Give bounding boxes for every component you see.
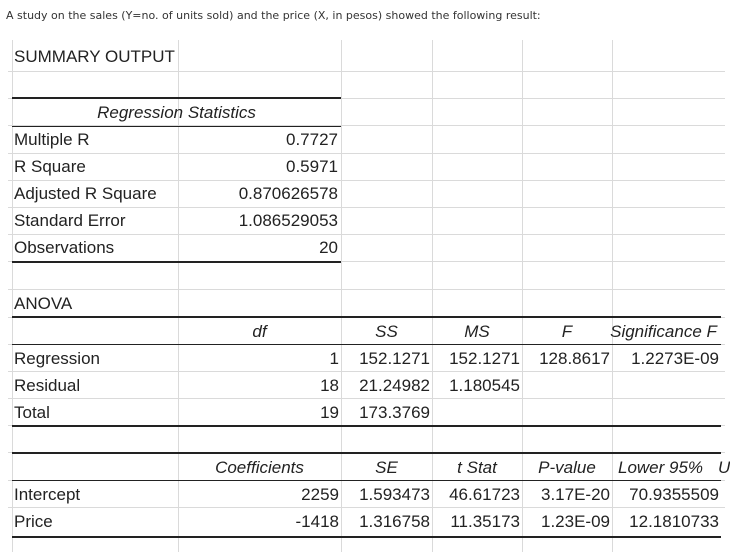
anova-header-df: df: [252, 322, 267, 341]
stat-label: Adjusted R Square: [14, 184, 157, 203]
anova-ss: 21.24982: [359, 376, 430, 395]
stat-label: R Square: [14, 157, 86, 176]
stat-label: Observations: [14, 238, 115, 257]
spreadsheet-grid: [8, 40, 730, 552]
coef-lower-95: 12.1810733: [629, 512, 719, 531]
coef-header-coefficients: Coefficients: [215, 458, 304, 477]
coef-p-value: 1.23E-09: [541, 512, 610, 531]
anova-title: ANOVA: [14, 294, 73, 313]
summary-title: SUMMARY OUTPUT: [14, 47, 175, 66]
coef-value: 2259: [301, 485, 339, 504]
anova-row-label: Regression: [14, 349, 100, 368]
anova-df: 19: [320, 403, 339, 422]
coef-t-stat: 46.61723: [449, 485, 520, 504]
anova-f: 128.8617: [539, 349, 610, 368]
anova-df: 1: [329, 349, 339, 368]
stat-value: 0.870626578: [238, 184, 338, 203]
stat-label: Standard Error: [14, 211, 126, 230]
stat-label: Multiple R: [14, 130, 90, 149]
coef-value: -1418: [295, 512, 339, 531]
regression-stats-bottom-rule: [12, 261, 341, 263]
coef-p-value: 3.17E-20: [541, 485, 610, 504]
coef-t-stat: 11.35173: [450, 512, 520, 531]
stat-value: 20: [319, 238, 338, 257]
coef-header-p-value: P-value: [538, 458, 596, 477]
coef-header-upper-95-clipped: U: [718, 458, 730, 477]
anova-df: 18: [320, 376, 339, 395]
coef-se: 1.593473: [359, 485, 430, 504]
coef-lower-95: 70.9355509: [629, 485, 719, 504]
anova-row-label: Total: [14, 403, 50, 422]
anova-header-ms: MS: [464, 322, 490, 341]
stat-value: 0.7727: [286, 130, 338, 149]
regression-stats-header: Regression Statistics: [97, 103, 256, 122]
anova-ms: 152.1271: [449, 349, 520, 368]
stat-value: 0.5971: [286, 157, 338, 176]
question-prompt: A study on the sales (Y=no. of units sold) and the price (X, in pesos) showed the following result:: [6, 9, 541, 22]
anova-header-significance-f: Significance F: [610, 322, 717, 341]
coef-row-label: Price: [14, 512, 53, 531]
anova-ss: 173.3769: [359, 403, 430, 422]
coef-header-lower-95: Lower 95%: [618, 458, 704, 477]
coef-header-se: SE: [375, 458, 398, 477]
coefficients-bottom-rule: [12, 536, 721, 538]
anova-ms: 1.180545: [449, 376, 520, 395]
anova-header-ss: SS: [375, 322, 398, 341]
anova-ss: 152.1271: [359, 349, 430, 368]
stat-value: 1.086529053: [238, 211, 338, 230]
coef-header-t-stat: t Stat: [457, 458, 497, 477]
coef-row-label: Intercept: [14, 485, 81, 504]
anova-sig: 1.2273E-09: [631, 349, 719, 368]
coef-se: 1.316758: [359, 512, 430, 531]
anova-header-f: F: [561, 322, 573, 341]
anova-row-label: Residual: [14, 376, 81, 395]
